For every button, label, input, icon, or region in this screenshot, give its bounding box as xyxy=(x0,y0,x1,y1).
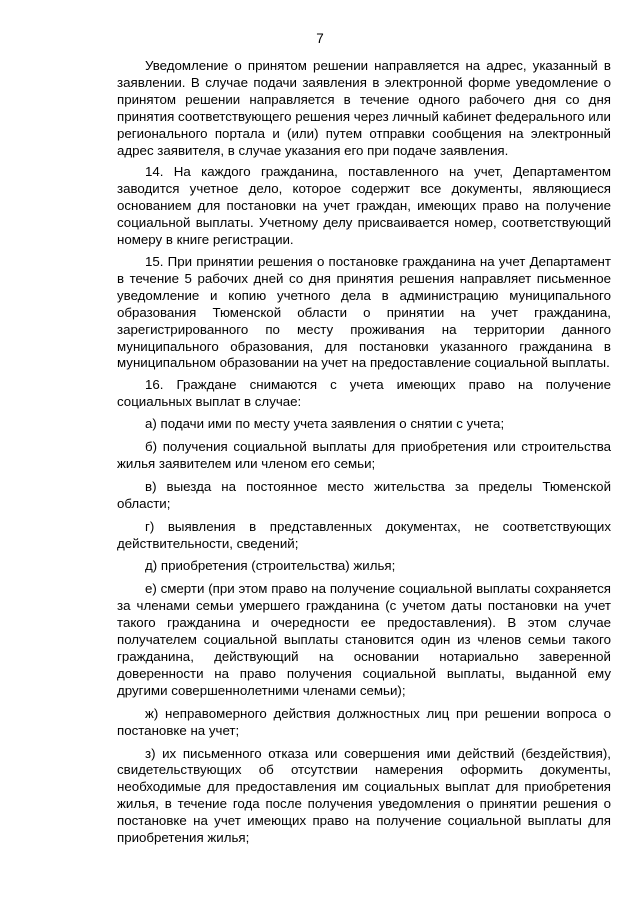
list-item-z: з) их письменного отказа или совершения ими действий (бездействия), свидетельствующих об отсутствии намерения оформить документы, необходимые для предоставления им социальных выплат для приобретения жилья, в течение года после получения уведомления о принятии решения о постановке на учет имеющих право на получение социальной выплаты для приобретения жилья; xyxy=(117,745,611,846)
paragraph-15: 15. При принятии решения о постановке гражданина на учет Департамент в течение 5 рабочих дней со дня принятия решения направляет письменное уведомление и копию учетного дела в администрацию муниципального образования Тюменской области о принятии на учет гражданина, зарегистрированного по месту проживания на территории данного муниципального образования, для постановки указанного гражданина в муниципальном образовании на учет на предоставление социальной выплаты. xyxy=(117,253,611,371)
list-item-a: а) подачи ими по месту учета заявления о снятии с учета; xyxy=(145,416,505,432)
list-item-e: е) смерти (при этом право на получение социальной выплаты сохраняется за членами семьи умершего гражданина (с учетом даты постановки на учет такого гражданина и очередности ее предоставления). В этом случае получателем социальной выплаты становится один из членов семьи такого гражданина, действующий на основании нотариально заверенной доверенности на право получения социальной выплаты, выданной ему другими совершеннолетними членами семьи); xyxy=(117,581,611,698)
list-item-zh: ж) неправомерного действия должностных лиц при решении вопроса о постановке на учет; xyxy=(117,705,611,738)
paragraph-notification: Уведомление о принятом решении направляется на адрес, указанный в заявлении. В случае подачи заявления в электронной форме уведомление о принятом решении направляется в течение одного рабочего дня со дня принятия соответствующего решения через личный кабинет федерального или регионального портала и (или) путем отправки сообщения на электронный адрес заявителя, в случае указания его при подаче заявления. xyxy=(117,58,611,158)
list-item-b: б) получения социальной выплаты для приобретения или строительства жилья заявителем или членом его семьи; xyxy=(117,439,611,471)
page-number: 7 xyxy=(316,31,324,46)
list-item-g: г) выявления в представленных документах, не соответствующих действительности, сведений; xyxy=(117,518,611,551)
list-item-d: д) приобретения (строительства) жилья; xyxy=(145,558,396,574)
paragraph-16: 16. Граждане снимаются с учета имеющих право на получение социальных выплат в случае: xyxy=(117,377,611,410)
document-body xyxy=(117,58,611,853)
list-item-v: в) выезда на постоянное место жительства за пределы Тюменской области; xyxy=(117,478,611,511)
paragraph-14: 14. На каждого гражданина, поставленного на учет, Департаментом заводится учетное дело, которое содержит все документы, являющиеся основанием для постановки на учет граждан, имеющих право на получение социальной выплаты. Учетному делу присваивается номер, соответствующий номеру в книге регистрации. xyxy=(117,164,611,248)
